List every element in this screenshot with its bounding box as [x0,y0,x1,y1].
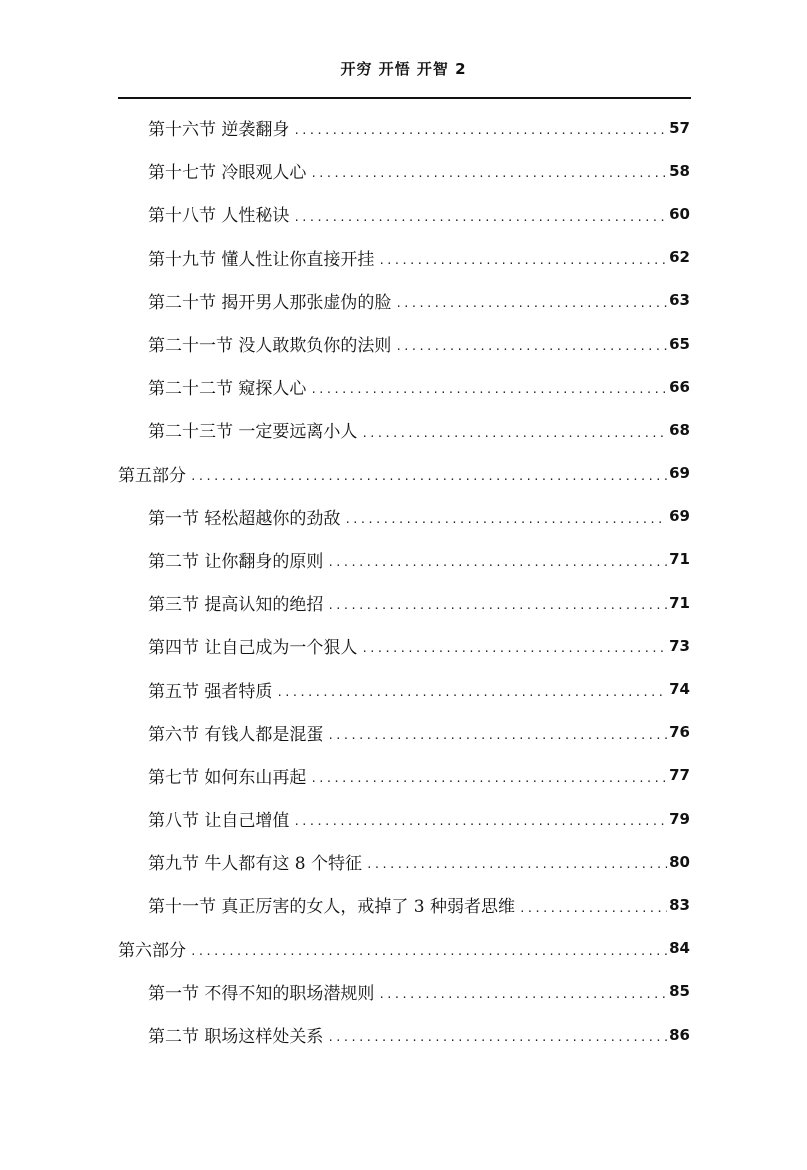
toc-entry-title: 第六部分 [118,940,186,961]
toc-dot-leader [293,124,667,149]
toc-section-entry[interactable] [0,495,807,538]
toc-entry-page-number: 57 [669,118,690,137]
toc-entry-page-number: 74 [669,680,690,699]
toc-entry-title: 第五节 强者特质 [148,681,273,702]
header-rule [118,97,691,99]
toc-dot-leader [190,945,667,970]
toc-entry-page-number: 77 [669,766,690,785]
toc-entry-page-number: 65 [669,334,690,353]
toc-entry-title: 第九节 牛人都有这 8 个特征 [148,854,363,875]
page-header: 开穷 开悟 开智 2 [340,60,467,78]
toc-section-entry[interactable] [0,408,807,451]
toc-section-entry[interactable] [0,711,807,754]
toc-section-entry[interactable] [0,840,807,883]
toc-dot-leader [310,772,667,797]
toc-dot-leader [293,815,667,840]
toc-entry-title: 第十八节 人性秘诀 [148,206,290,227]
toc-section-entry[interactable] [0,106,807,149]
toc-dot-leader [327,729,667,754]
toc-entry-title: 第四节 让自己成为一个狠人 [148,638,358,659]
toc-entry-page-number: 60 [669,204,690,223]
toc-dot-leader [395,340,667,365]
toc-entry-page-number: 68 [669,420,690,439]
toc-entry-page-number: 73 [669,636,690,655]
toc-entry-page-number: 58 [669,161,690,180]
toc-dot-leader [361,427,667,452]
toc-entry-title: 第二十二节 窥探人心 [148,379,307,400]
toc-entry-page-number: 76 [669,723,690,742]
toc-section-entry[interactable] [0,970,807,1013]
toc-dot-leader [327,599,667,624]
toc-entry-title: 第一节 不得不知的职场潜规则 [148,983,375,1004]
toc-section-entry[interactable] [0,581,807,624]
toc-dot-leader [327,1031,667,1056]
toc-entry-title: 第二节 职场这样处关系 [148,1027,324,1048]
toc-section-entry[interactable] [0,538,807,581]
toc-entry-title: 第七节 如何东山再起 [148,767,307,788]
toc-dot-leader [378,254,667,279]
toc-dot-leader [310,167,667,192]
toc-dot-leader [276,686,667,711]
toc-entry-page-number: 62 [669,248,690,267]
toc-section-entry[interactable] [0,365,807,408]
toc-entry-page-number: 83 [669,895,690,914]
toc-entry-page-number: 69 [669,507,690,526]
toc-entry-title: 第六节 有钱人都是混蛋 [148,724,324,745]
table-of-contents [0,106,807,1056]
toc-entry-title: 第十一节 真正厉害的女人，戒掉了 3 种弱者思维 [148,897,516,918]
toc-section-entry[interactable] [0,322,807,365]
toc-dot-leader [310,383,667,408]
toc-part-entry[interactable] [0,927,807,970]
toc-entry-title: 第十七节 冷眼观人心 [148,163,307,184]
toc-entry-title: 第十九节 懂人性让你直接开挂 [148,249,375,270]
toc-section-entry[interactable] [0,883,807,926]
toc-entry-page-number: 85 [669,982,690,1001]
toc-entry-title: 第十六节 逆袭翻身 [148,120,290,141]
toc-section-entry[interactable] [0,624,807,667]
toc-entry-title: 第一节 轻松超越你的劲敌 [148,508,341,529]
toc-entry-page-number: 71 [669,593,690,612]
toc-dot-leader [190,470,667,495]
toc-dot-leader [344,513,667,538]
toc-section-entry[interactable] [0,236,807,279]
toc-dot-leader [293,211,667,236]
toc-entry-title: 第二十节 揭开男人那张虚伪的脸 [148,292,392,313]
toc-entry-title: 第三节 提高认知的绝招 [148,595,324,616]
toc-entry-page-number: 79 [669,809,690,828]
toc-dot-leader [519,902,667,927]
toc-section-entry[interactable] [0,1013,807,1056]
toc-entry-page-number: 71 [669,550,690,569]
toc-section-entry[interactable] [0,667,807,710]
toc-entry-title: 第二十三节 一定要远离小人 [148,422,358,443]
toc-entry-page-number: 63 [669,291,690,310]
toc-entry-page-number: 86 [669,1025,690,1044]
toc-entry-title: 第五部分 [118,465,186,486]
toc-section-entry[interactable] [0,149,807,192]
toc-section-entry[interactable] [0,754,807,797]
toc-entry-page-number: 84 [669,939,690,958]
toc-entry-page-number: 69 [669,464,690,483]
toc-dot-leader [361,642,667,667]
toc-dot-leader [395,297,667,322]
toc-dot-leader [378,988,667,1013]
toc-section-entry[interactable] [0,192,807,235]
toc-part-entry[interactable] [0,452,807,495]
toc-entry-title: 第八节 让自己增值 [148,811,290,832]
toc-entry-title: 第二节 让你翻身的原则 [148,551,324,572]
toc-dot-leader [327,556,667,581]
toc-entry-page-number: 66 [669,377,690,396]
toc-dot-leader [366,858,667,883]
toc-entry-title: 第二十一节 没人敢欺负你的法则 [148,336,392,357]
toc-section-entry[interactable] [0,797,807,840]
toc-entry-page-number: 80 [669,852,690,871]
toc-section-entry[interactable] [0,279,807,322]
